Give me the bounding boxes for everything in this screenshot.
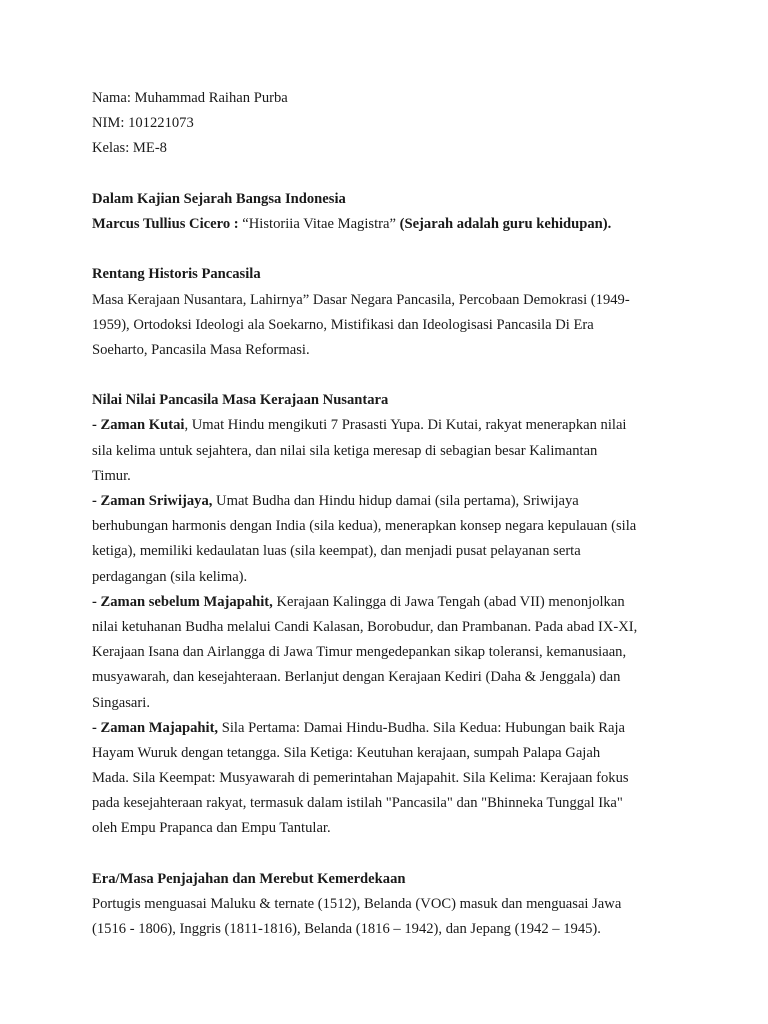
rentang-line: Masa Kerajaan Nusantara, Lahirnya” Dasar Negara Pancasila, Percobaan Demokrasi (1949-	[92, 291, 630, 308]
rentang-heading: Rentang Historis Pancasila	[92, 266, 261, 283]
quote-meaning: (Sejarah adalah guru kehidupan).	[395, 215, 612, 232]
document-page	[92, 86, 682, 942]
student-class: Kelas: ME-8	[92, 140, 167, 157]
spacer	[92, 162, 682, 187]
kutai-line: sila kelima untuk sejahtera, dan nilai sila ketiga meresap di sebagian besar Kalimantan	[92, 442, 598, 459]
kutai-first-line	[92, 413, 682, 438]
sebelum-majapahit-text: Kerajaan Kalingga di Jawa Tengah (abad VII) menonjolkan	[272, 593, 625, 610]
penjajahan-heading: Era/Masa Penjajahan dan Merebut Kemerdekaan	[92, 870, 406, 887]
nilai-heading: Nilai Nilai Pancasila Masa Kerajaan Nusantara	[92, 392, 389, 409]
majapahit-line: oleh Empu Prapanca dan Empu Tantular.	[92, 820, 331, 837]
sriwijaya-line: ketiga), memiliki kedaulatan luas (sila keempat), dan menjadi pusat pelayanan serta	[92, 543, 581, 560]
penjajahan-line: Portugis menguasai Maluku & ternate (1512), Belanda (VOC) masuk dan menguasai Jawa	[92, 896, 622, 912]
spacer	[92, 363, 682, 388]
majapahit-label: - Zaman Majapahit,	[92, 719, 219, 736]
sebelum-majapahit-first-line	[92, 590, 682, 615]
spacer	[92, 237, 682, 262]
sriwijaya-line: perdagangan (sila kelima).	[92, 568, 248, 585]
sriwijaya-text: Umat Budha dan Hindu hidup damai (sila pertama), Sriwijaya	[212, 493, 579, 509]
sebelum-majapahit-line: Kerajaan Isana dan Airlangga di Jawa Timur mengedepankan sikap toleransi, kemanusiaan,	[92, 644, 627, 661]
majapahit-line: pada kesejahteraan rakyat, termasuk dalam istilah "Pancasila" dan "Bhinneka Tunggal Ika"	[92, 795, 623, 812]
majapahit-line: Hayam Wuruk dengan tetangga. Sila Ketiga: Keutuhan kerajaan, sumpah Palapa Gajah	[92, 744, 601, 761]
majapahit-text: Sila Pertama: Damai Hindu-Budha. Sila Kedua: Hubungan baik Raja	[218, 719, 625, 736]
quote-text: “Historiia Vitae Magistra”	[242, 215, 396, 232]
student-name: Nama: Muhammad Raihan Purba	[92, 90, 288, 106]
majapahit-line: Mada. Sila Keempat: Musyawarah di pemerintahan Majapahit. Sila Kelima: Kerajaan fokus	[92, 770, 629, 787]
sriwijaya-line: berhubungan harmonis dengan India (sila kedua), menerapkan konsep negara kepulauan (sila	[92, 518, 637, 535]
kutai-text: , Umat Hindu mengikuti 7 Prasasti Yupa. Di Kutai, rakyat menerapkan nilai	[184, 417, 627, 434]
majapahit-first-line	[92, 716, 682, 741]
kutai-label: - Zaman Kutai	[92, 417, 185, 434]
sebelum-majapahit-line: musyawarah, dan kesejahteraan. Berlanjut dengan Kerajaan Kediri (Daha & Jenggala) dan	[92, 669, 621, 686]
sebelum-majapahit-label: - Zaman sebelum Majapahit,	[92, 593, 273, 610]
penjajahan-line: (1516 - 1806), Inggris (1811-1816), Belanda (1816 – 1942), dan Jepang (1942 – 1945).	[92, 921, 601, 938]
quote-author: Marcus Tullius Cicero :	[92, 215, 243, 232]
sriwijaya-first-line	[92, 489, 682, 514]
sebelum-majapahit-line: nilai ketuhanan Budha melalui Candi Kalasan, Borobudur, dan Prambanan. Pada abad IX-XI,	[92, 618, 638, 635]
rentang-line: Soeharto, Pancasila Masa Reformasi.	[92, 341, 310, 358]
student-nim: NIM: 101221073	[92, 115, 194, 132]
cicero-quote	[92, 212, 682, 237]
rentang-line: 1959), Ortodoksi Ideologi ala Soekarno, Mistifikasi dan Ideologisasi Pancasila Di Era	[92, 316, 594, 333]
intro-heading: Dalam Kajian Sejarah Bangsa Indonesia	[92, 190, 346, 207]
spacer	[92, 842, 682, 867]
kutai-line: Timur.	[92, 467, 131, 484]
sebelum-majapahit-line: Singasari.	[92, 694, 150, 711]
sriwijaya-label: - Zaman Sriwijaya,	[92, 493, 213, 509]
